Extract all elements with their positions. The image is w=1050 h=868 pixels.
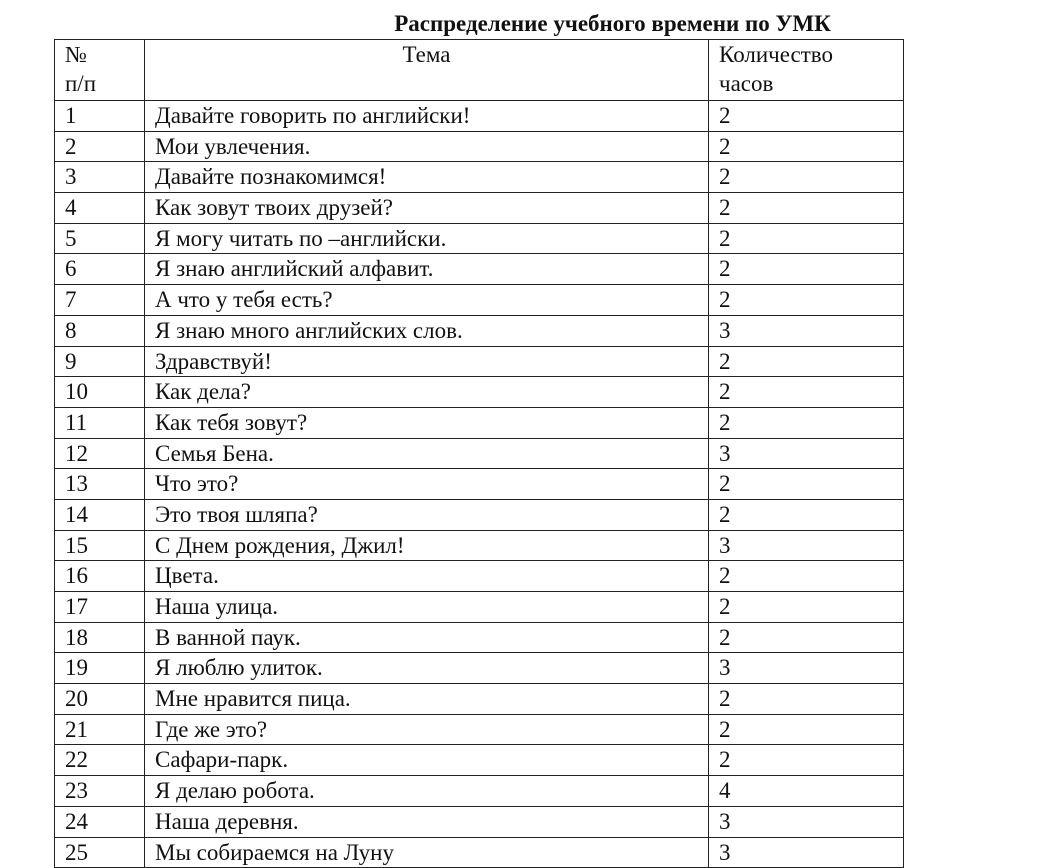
row-topic-cell: Наша улица. — [145, 592, 709, 623]
table-row — [55, 438, 904, 469]
table-row — [55, 162, 904, 193]
row-number-cell: 19 — [55, 653, 145, 684]
table-row — [55, 285, 904, 316]
row-topic-cell: Мы собираемся на Луну — [145, 837, 709, 868]
table-row — [55, 193, 904, 224]
row-number-cell: 14 — [55, 499, 145, 530]
row-number-cell: 9 — [55, 346, 145, 377]
row-number-cell: 4 — [55, 193, 145, 224]
row-hours-cell: 2 — [709, 407, 904, 438]
row-hours-cell: 3 — [709, 806, 904, 837]
number-header-line2: п/п — [65, 71, 97, 96]
table-row — [55, 745, 904, 776]
row-hours-cell: 2 — [709, 285, 904, 316]
row-number-cell: 21 — [55, 714, 145, 745]
row-hours-cell: 3 — [709, 438, 904, 469]
table-row — [55, 223, 904, 254]
table-row — [55, 653, 904, 684]
table-row — [55, 622, 904, 653]
row-number-cell: 5 — [55, 223, 145, 254]
row-topic-cell: Мои увлечения. — [145, 131, 709, 162]
row-number-cell: 25 — [55, 837, 145, 868]
row-topic-cell: Я делаю робота. — [145, 776, 709, 807]
row-hours-cell: 2 — [709, 131, 904, 162]
row-topic-cell: Мне нравится пица. — [145, 684, 709, 715]
row-number-cell: 23 — [55, 776, 145, 807]
row-number-cell: 15 — [55, 530, 145, 561]
row-number-cell: 8 — [55, 315, 145, 346]
number-column-header — [55, 40, 145, 101]
row-topic-cell: Наша деревня. — [145, 806, 709, 837]
table-row — [55, 592, 904, 623]
row-hours-cell: 4 — [709, 776, 904, 807]
row-hours-cell: 2 — [709, 745, 904, 776]
row-topic-cell: Цвета. — [145, 561, 709, 592]
row-topic-cell: Здравствуй! — [145, 346, 709, 377]
row-hours-cell: 2 — [709, 561, 904, 592]
table-row — [55, 407, 904, 438]
row-topic-cell: В ванной паук. — [145, 622, 709, 653]
row-hours-cell: 3 — [709, 315, 904, 346]
table-row — [55, 806, 904, 837]
row-number-cell: 6 — [55, 254, 145, 285]
row-topic-cell: Как дела? — [145, 377, 709, 408]
row-number-cell: 7 — [55, 285, 145, 316]
table-row — [55, 714, 904, 745]
hours-header-line1: Количество — [719, 42, 833, 67]
row-hours-cell: 2 — [709, 223, 904, 254]
table-row — [55, 837, 904, 868]
row-hours-cell: 3 — [709, 653, 904, 684]
row-hours-cell: 2 — [709, 254, 904, 285]
row-hours-cell: 2 — [709, 469, 904, 500]
row-number-cell: 1 — [55, 101, 145, 132]
row-topic-cell: Это твоя шляпа? — [145, 499, 709, 530]
row-number-cell: 22 — [55, 745, 145, 776]
row-topic-cell: Давайте познакомимся! — [145, 162, 709, 193]
table-row — [55, 561, 904, 592]
row-hours-cell: 2 — [709, 101, 904, 132]
row-hours-cell: 2 — [709, 684, 904, 715]
row-hours-cell: 3 — [709, 837, 904, 868]
page-title: Распределение учебного времени по УМК — [394, 11, 831, 36]
table-row — [55, 254, 904, 285]
row-number-cell: 13 — [55, 469, 145, 500]
row-number-cell: 17 — [55, 592, 145, 623]
row-topic-cell: Что это? — [145, 469, 709, 500]
table-row — [55, 377, 904, 408]
row-topic-cell: Я могу читать по –английски. — [145, 223, 709, 254]
table-body — [55, 101, 904, 868]
row-number-cell: 3 — [55, 162, 145, 193]
row-topic-cell: Как тебя зовут? — [145, 407, 709, 438]
table-row — [55, 530, 904, 561]
row-hours-cell: 2 — [709, 377, 904, 408]
hours-column-header — [709, 40, 904, 101]
row-hours-cell: 2 — [709, 622, 904, 653]
row-topic-cell: Я люблю улиток. — [145, 653, 709, 684]
row-number-cell: 11 — [55, 407, 145, 438]
hours-header-line2: часов — [719, 71, 774, 96]
row-hours-cell: 2 — [709, 162, 904, 193]
number-header-line1: № — [65, 42, 87, 67]
row-topic-cell: Я знаю английский алфавит. — [145, 254, 709, 285]
row-topic-cell: Сафари-парк. — [145, 745, 709, 776]
row-topic-cell: А что у тебя есть? — [145, 285, 709, 316]
table-row — [55, 499, 904, 530]
row-topic-cell: Семья Бена. — [145, 438, 709, 469]
row-number-cell: 18 — [55, 622, 145, 653]
row-hours-cell: 2 — [709, 346, 904, 377]
row-topic-cell: С Днем рождения, Джил! — [145, 530, 709, 561]
row-number-cell: 24 — [55, 806, 145, 837]
row-number-cell: 20 — [55, 684, 145, 715]
table-header-row — [55, 40, 904, 101]
row-topic-cell: Где же это? — [145, 714, 709, 745]
row-topic-cell: Как зовут твоих друзей? — [145, 193, 709, 224]
topic-column-header: Тема — [145, 40, 709, 101]
row-number-cell: 12 — [55, 438, 145, 469]
row-topic-cell: Давайте говорить по английски! — [145, 101, 709, 132]
table-row — [55, 101, 904, 132]
row-number-cell: 10 — [55, 377, 145, 408]
row-hours-cell: 2 — [709, 193, 904, 224]
table-row — [55, 346, 904, 377]
table-row — [55, 776, 904, 807]
row-hours-cell: 2 — [709, 592, 904, 623]
row-hours-cell: 3 — [709, 530, 904, 561]
schedule-table — [54, 39, 904, 868]
table-row — [55, 131, 904, 162]
row-number-cell: 2 — [55, 131, 145, 162]
table-row — [55, 469, 904, 500]
row-hours-cell: 2 — [709, 499, 904, 530]
table-row — [55, 684, 904, 715]
row-topic-cell: Я знаю много английских слов. — [145, 315, 709, 346]
row-hours-cell: 2 — [709, 714, 904, 745]
table-row — [55, 315, 904, 346]
row-number-cell: 16 — [55, 561, 145, 592]
